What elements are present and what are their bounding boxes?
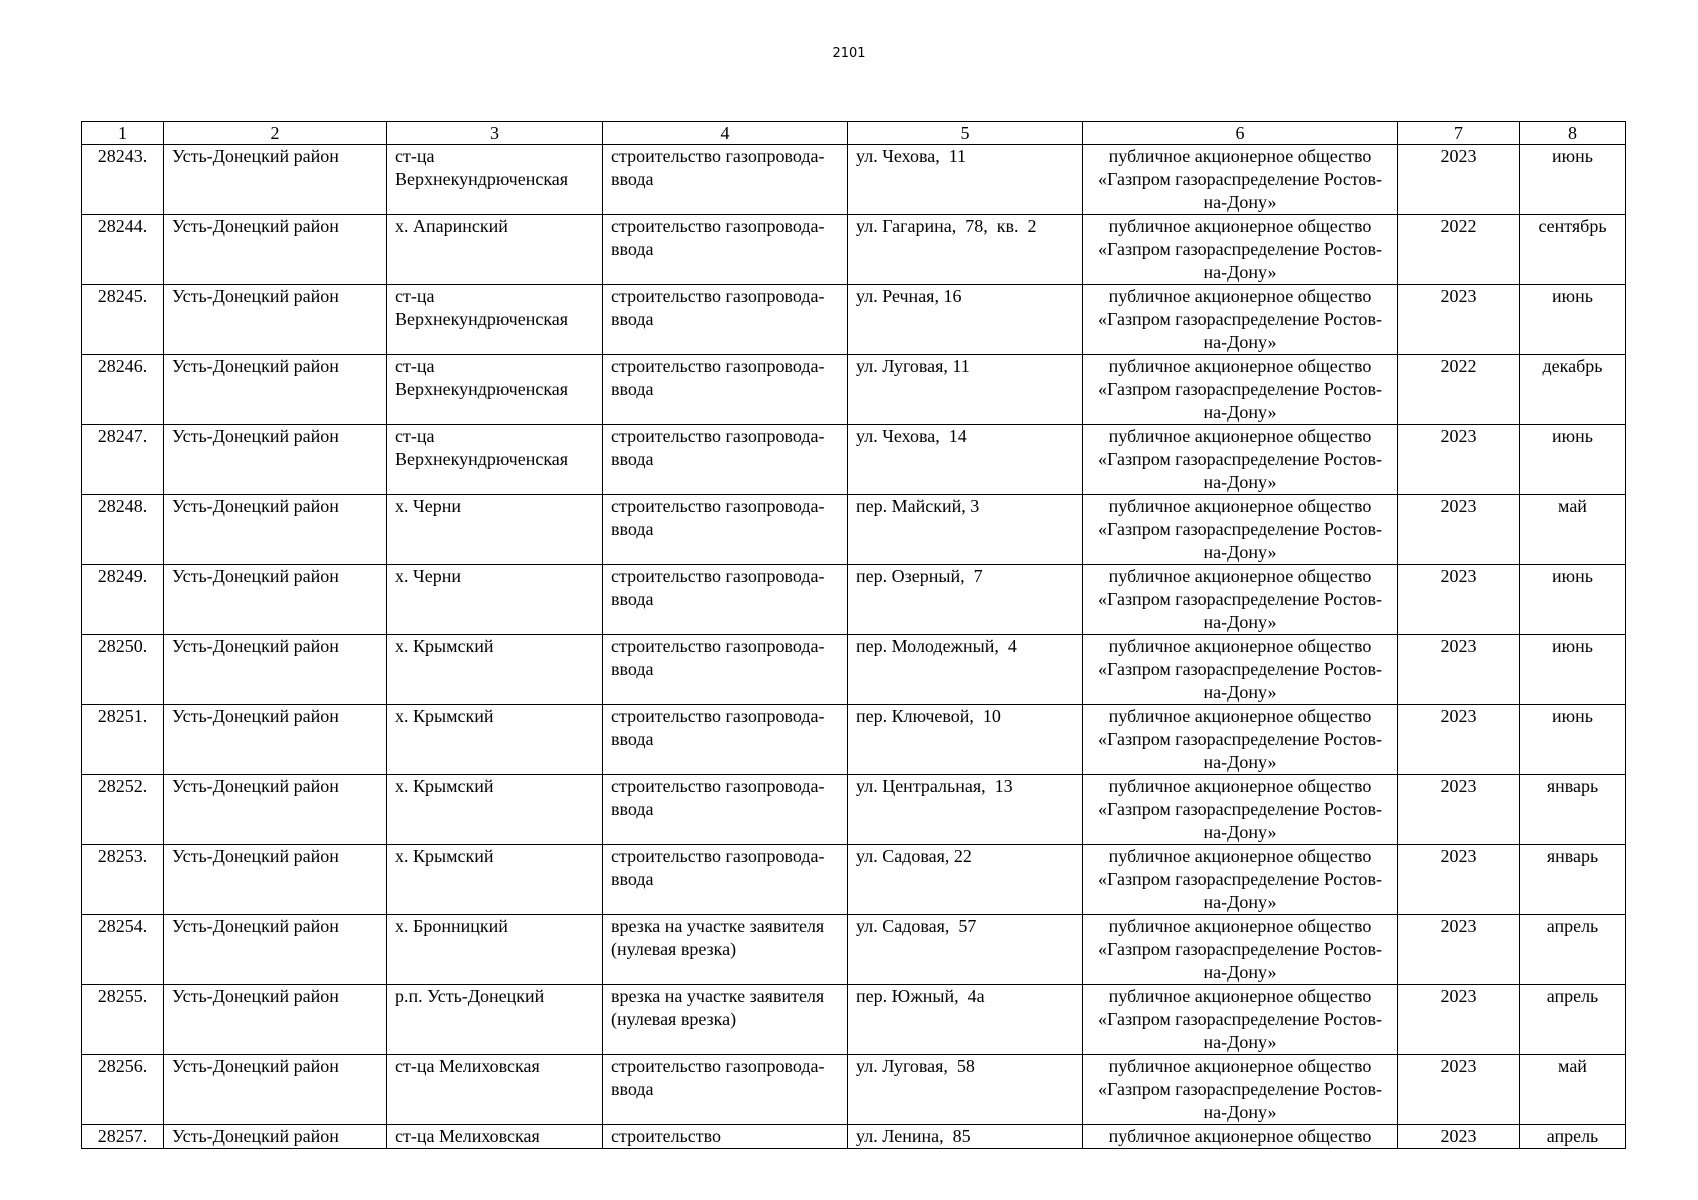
work-type-cell: строительство газопровода-ввода	[603, 705, 848, 775]
district-cell: Усть-Донецкий район	[164, 285, 387, 355]
column-header: 1	[82, 122, 164, 145]
address-cell: ул. Речная, 16	[848, 285, 1083, 355]
row-number: 28252.	[82, 775, 164, 845]
address-cell: ул. Садовая, 22	[848, 845, 1083, 915]
locality-cell: х. Апаринский	[387, 215, 603, 285]
locality-cell: х. Крымский	[387, 775, 603, 845]
table-row	[82, 215, 1626, 285]
locality-cell: ст-ца Верхнекундрюченская	[387, 355, 603, 425]
organization-cell: публичное акционерное общество «Газпром газораспределение Ростов-на-Дону»	[1083, 1055, 1398, 1125]
address-cell: пер. Ключевой, 10	[848, 705, 1083, 775]
column-header: 2	[164, 122, 387, 145]
month-cell: январь	[1520, 775, 1626, 845]
district-cell: Усть-Донецкий район	[164, 845, 387, 915]
year-cell: 2022	[1398, 355, 1520, 425]
year-cell: 2023	[1398, 495, 1520, 565]
row-number: 28246.	[82, 355, 164, 425]
work-type-cell: строительство газопровода-ввода	[603, 635, 848, 705]
register-table	[81, 121, 1626, 1149]
month-cell: июнь	[1520, 425, 1626, 495]
row-number: 28243.	[82, 145, 164, 215]
locality-cell: х. Крымский	[387, 635, 603, 705]
table-row	[82, 495, 1626, 565]
address-cell: ул. Центральная, 13	[848, 775, 1083, 845]
locality-cell: ст-ца Верхнекундрюченская	[387, 425, 603, 495]
table-row	[82, 845, 1626, 915]
address-cell: ул. Ленина, 85	[848, 1125, 1083, 1149]
district-cell: Усть-Донецкий район	[164, 145, 387, 215]
work-type-cell: строительство	[603, 1125, 848, 1149]
work-type-cell: врезка на участке заявителя (нулевая врезка)	[603, 985, 848, 1055]
table-row	[82, 145, 1626, 215]
table-row	[82, 1125, 1626, 1149]
address-cell: ул. Луговая, 11	[848, 355, 1083, 425]
address-cell: ул. Луговая, 58	[848, 1055, 1083, 1125]
column-header: 5	[848, 122, 1083, 145]
table-row	[82, 425, 1626, 495]
column-header: 3	[387, 122, 603, 145]
row-number: 28256.	[82, 1055, 164, 1125]
month-cell: июнь	[1520, 285, 1626, 355]
district-cell: Усть-Донецкий район	[164, 355, 387, 425]
row-number: 28249.	[82, 565, 164, 635]
row-number: 28254.	[82, 915, 164, 985]
month-cell: январь	[1520, 845, 1626, 915]
month-cell: декабрь	[1520, 355, 1626, 425]
column-header: 8	[1520, 122, 1626, 145]
address-cell: ул. Чехова, 14	[848, 425, 1083, 495]
year-cell: 2023	[1398, 285, 1520, 355]
work-type-cell: строительство газопровода-ввода	[603, 1055, 848, 1125]
row-number: 28247.	[82, 425, 164, 495]
work-type-cell: строительство газопровода-ввода	[603, 775, 848, 845]
header-row	[82, 122, 1626, 145]
work-type-cell: строительство газопровода-ввода	[603, 355, 848, 425]
locality-cell: ст-ца Верхнекундрюченская	[387, 145, 603, 215]
work-type-cell: строительство газопровода-ввода	[603, 425, 848, 495]
address-cell: пер. Озерный, 7	[848, 565, 1083, 635]
month-cell: апрель	[1520, 915, 1626, 985]
table-row	[82, 915, 1626, 985]
column-header: 4	[603, 122, 848, 145]
organization-cell: публичное акционерное общество «Газпром газораспределение Ростов-на-Дону»	[1083, 915, 1398, 985]
locality-cell: х. Крымский	[387, 705, 603, 775]
organization-cell: публичное акционерное общество «Газпром газораспределение Ростов-на-Дону»	[1083, 145, 1398, 215]
organization-cell: публичное акционерное общество «Газпром газораспределение Ростов-на-Дону»	[1083, 635, 1398, 705]
address-cell: ул. Гагарина, 78, кв. 2	[848, 215, 1083, 285]
organization-cell: публичное акционерное общество «Газпром газораспределение Ростов-на-Дону»	[1083, 355, 1398, 425]
year-cell: 2023	[1398, 985, 1520, 1055]
work-type-cell: строительство газопровода-ввода	[603, 145, 848, 215]
year-cell: 2023	[1398, 845, 1520, 915]
work-type-cell: строительство газопровода-ввода	[603, 215, 848, 285]
district-cell: Усть-Донецкий район	[164, 705, 387, 775]
column-header: 7	[1398, 122, 1520, 145]
year-cell: 2023	[1398, 775, 1520, 845]
table-row	[82, 705, 1626, 775]
month-cell: июнь	[1520, 145, 1626, 215]
district-cell: Усть-Донецкий район	[164, 635, 387, 705]
table-row	[82, 985, 1626, 1055]
district-cell: Усть-Донецкий район	[164, 1125, 387, 1149]
table-row	[82, 285, 1626, 355]
year-cell: 2023	[1398, 1055, 1520, 1125]
organization-cell: публичное акционерное общество	[1083, 1125, 1398, 1149]
row-number: 28253.	[82, 845, 164, 915]
address-cell: ул. Садовая, 57	[848, 915, 1083, 985]
row-number: 28244.	[82, 215, 164, 285]
district-cell: Усть-Донецкий район	[164, 775, 387, 845]
address-cell: ул. Чехова, 11	[848, 145, 1083, 215]
organization-cell: публичное акционерное общество «Газпром газораспределение Ростов-на-Дону»	[1083, 495, 1398, 565]
table-row	[82, 775, 1626, 845]
district-cell: Усть-Донецкий район	[164, 215, 387, 285]
year-cell: 2023	[1398, 425, 1520, 495]
address-cell: пер. Майский, 3	[848, 495, 1083, 565]
table-row	[82, 635, 1626, 705]
district-cell: Усть-Донецкий район	[164, 425, 387, 495]
year-cell: 2022	[1398, 215, 1520, 285]
work-type-cell: строительство газопровода-ввода	[603, 495, 848, 565]
organization-cell: публичное акционерное общество «Газпром газораспределение Ростов-на-Дону»	[1083, 775, 1398, 845]
locality-cell: ст-ца Мелиховская	[387, 1125, 603, 1149]
month-cell: май	[1520, 495, 1626, 565]
page-number: 2101	[832, 46, 866, 61]
address-cell: пер. Южный, 4а	[848, 985, 1083, 1055]
year-cell: 2023	[1398, 1125, 1520, 1149]
organization-cell: публичное акционерное общество «Газпром газораспределение Ростов-на-Дону»	[1083, 705, 1398, 775]
organization-cell: публичное акционерное общество «Газпром газораспределение Ростов-на-Дону»	[1083, 425, 1398, 495]
district-cell: Усть-Донецкий район	[164, 1055, 387, 1125]
organization-cell: публичное акционерное общество «Газпром газораспределение Ростов-на-Дону»	[1083, 215, 1398, 285]
work-type-cell: строительство газопровода-ввода	[603, 565, 848, 635]
locality-cell: ст-ца Мелиховская	[387, 1055, 603, 1125]
table-row	[82, 355, 1626, 425]
month-cell: апрель	[1520, 985, 1626, 1055]
locality-cell: ст-ца Верхнекундрюченская	[387, 285, 603, 355]
year-cell: 2023	[1398, 915, 1520, 985]
organization-cell: публичное акционерное общество «Газпром газораспределение Ростов-на-Дону»	[1083, 985, 1398, 1055]
locality-cell: р.п. Усть-Донецкий	[387, 985, 603, 1055]
table-row	[82, 1055, 1626, 1125]
address-cell: пер. Молодежный, 4	[848, 635, 1083, 705]
organization-cell: публичное акционерное общество «Газпром газораспределение Ростов-на-Дону»	[1083, 845, 1398, 915]
year-cell: 2023	[1398, 635, 1520, 705]
work-type-cell: строительство газопровода-ввода	[603, 285, 848, 355]
month-cell: июнь	[1520, 705, 1626, 775]
work-type-cell: строительство газопровода-ввода	[603, 845, 848, 915]
year-cell: 2023	[1398, 705, 1520, 775]
locality-cell: х. Черни	[387, 495, 603, 565]
work-type-cell: врезка на участке заявителя (нулевая врезка)	[603, 915, 848, 985]
organization-cell: публичное акционерное общество «Газпром газораспределение Ростов-на-Дону»	[1083, 565, 1398, 635]
organization-cell: публичное акционерное общество «Газпром газораспределение Ростов-на-Дону»	[1083, 285, 1398, 355]
row-number: 28248.	[82, 495, 164, 565]
year-cell: 2023	[1398, 145, 1520, 215]
row-number: 28251.	[82, 705, 164, 775]
district-cell: Усть-Донецкий район	[164, 915, 387, 985]
row-number: 28255.	[82, 985, 164, 1055]
locality-cell: х. Черни	[387, 565, 603, 635]
locality-cell: х. Бронницкий	[387, 915, 603, 985]
row-number: 28250.	[82, 635, 164, 705]
row-number: 28257.	[82, 1125, 164, 1149]
month-cell: июнь	[1520, 635, 1626, 705]
district-cell: Усть-Донецкий район	[164, 985, 387, 1055]
district-cell: Усть-Донецкий район	[164, 565, 387, 635]
row-number: 28245.	[82, 285, 164, 355]
district-cell: Усть-Донецкий район	[164, 495, 387, 565]
month-cell: сентябрь	[1520, 215, 1626, 285]
month-cell: апрель	[1520, 1125, 1626, 1149]
table-row	[82, 565, 1626, 635]
locality-cell: х. Крымский	[387, 845, 603, 915]
month-cell: май	[1520, 1055, 1626, 1125]
month-cell: июнь	[1520, 565, 1626, 635]
year-cell: 2023	[1398, 565, 1520, 635]
column-header: 6	[1083, 122, 1398, 145]
